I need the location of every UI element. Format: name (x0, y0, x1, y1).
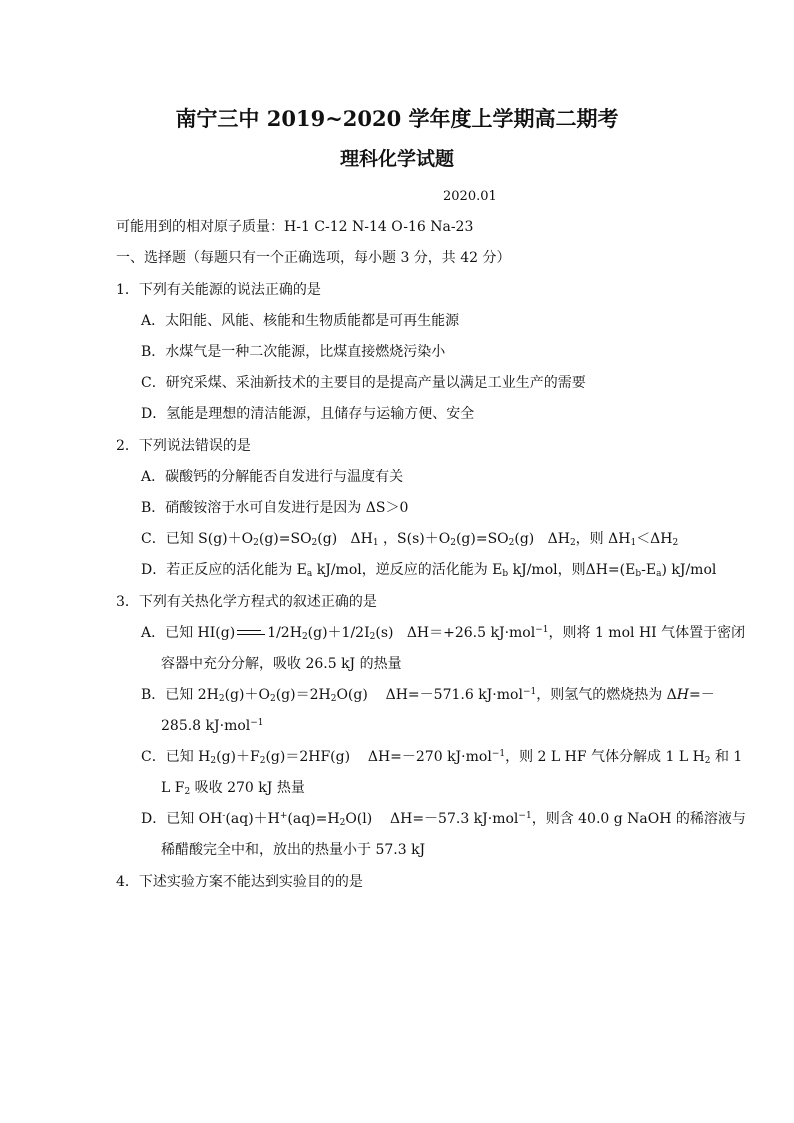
question-2-option-d: D．若正反应的活化能为 $E_a$ kJ/mol，逆反应的活化能为 $E_b$ kJ/mol，则$\Delta H=(E_b-E_a)$ kJ/mol (141, 562, 717, 579)
question-1-option-c: C．研究采煤、采油新技术的主要目的是提高产量以满足工业生产的需要 (141, 375, 586, 391)
section-heading: 一、选择题（每题只有一个正确选项，每小题 3 分，共 42 分） (116, 250, 511, 266)
exam-date: 2020.01 (443, 189, 497, 204)
question-3-option-d-cont: 稀醋酸完全中和，放出的热量小于 57.3 kJ (161, 842, 426, 858)
question-3-stem: 3．下列有关热化学方程式的叙述正确的是 (116, 594, 377, 610)
question-3-option-b-cont: 285.8 kJ·mol$^{-1}$ (161, 718, 264, 734)
question-2-option-b: B．硝酸铵溶于水可自发进行是因为 ΔS＞0 (141, 500, 409, 516)
page-title: 南宁三中 2019~2020 学年度上学期高二期考 (175, 106, 619, 131)
question-2-stem: 2．下列说法错误的是 (116, 438, 251, 454)
question-1-option-a: A．太阳能、风能、核能和生物质能都是可再生能源 (141, 313, 460, 329)
question-3-option-a-cont: 容器中充分分解，吸收 26.5 kJ 的热量 (161, 656, 402, 672)
equilibrium-arrow-icon (237, 628, 265, 638)
question-1-option-b: B．水煤气是一种二次能源，比煤直接燃烧污染小 (141, 344, 446, 360)
question-3-option-c-cont: L $F_2$ 吸收 270 kJ 热量 (161, 780, 305, 797)
atomic-masses: 可能用到的相对原子质量：H-1 C-12 N-14 O-16 Na-23 (116, 219, 474, 235)
page-subtitle: 理科化学试题 (339, 148, 454, 170)
question-2-option-c: C．已知 $S(g)+O_2(g)=SO_2(g)$ $\Delta H_1$ ，$S(s)+O_2(g)=SO_2(g)$ $\Delta H_2$，则 $\Delta H_1<\Delta H_2$ (141, 531, 679, 548)
question-3-option-c: C．已知 $H_2(g)+F_2(g)=2HF(g)$ ΔH=－270 kJ·mol$^{-1}$，则 2 L HF 气体分解成 1 L $H_2$ 和 1 (141, 749, 743, 766)
question-1-stem: 1．下列有关能源的说法正确的是 (116, 282, 321, 298)
question-3-option-d: D．已知 $OH^-(aq)+H^+(aq)=H_2O(l)$ ΔH=－57.3 kJ·mol$^{-1}$，则含 40.0 g NaOH 的稀溶液与 (141, 811, 746, 828)
question-3-option-a: A．已知 HI(g) $1/2H_2(g)+1/2I_2(s)$ ΔH＝+26.5 kJ·mol$^{-1}$，则将 1 mol HI 气体置于密闭 (141, 625, 746, 642)
question-1-option-d: D．氢能是理想的清洁能源，且储存与运输方便、安全 (141, 406, 475, 422)
question-3-option-b: B．已知 $2H_2(g)+O_2(g)=2H_2O(g)$ ΔH=－571.6 kJ·mol$^{-1}$，则氢气的燃烧热为 ΔH=－ (141, 687, 715, 704)
question-4-stem: 4．下述实验方案不能达到实验目的的是 (116, 874, 363, 890)
question-2-option-a: A．碳酸钙的分解能否自发进行与温度有关 (141, 469, 404, 485)
